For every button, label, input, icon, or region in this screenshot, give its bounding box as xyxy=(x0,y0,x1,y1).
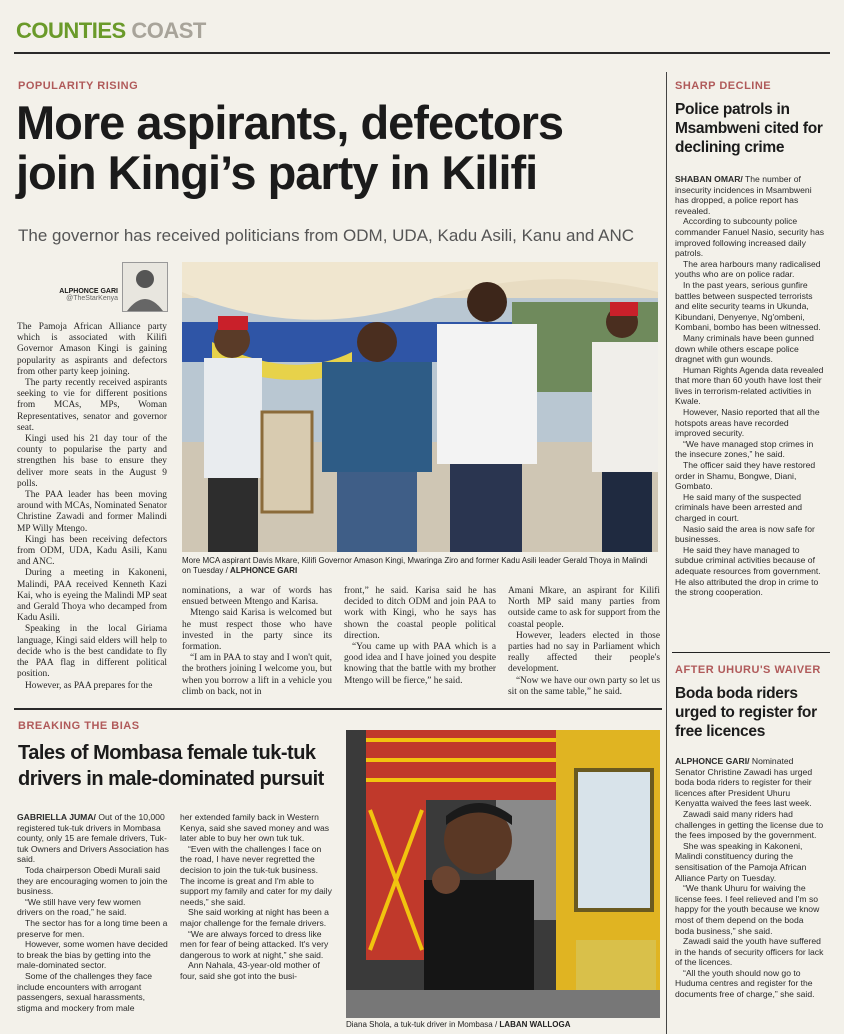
main-headline-line1: More aspirants, defectors xyxy=(16,96,564,149)
main-headline xyxy=(16,98,656,198)
main-col3 xyxy=(344,586,496,700)
paragraph: Zawadi said many riders had challenges in getting the license due to the fees imposed by the government. xyxy=(675,808,824,841)
paragraph: According to subcounty police commander Fanuel Nasio, security has improved following increased daily patrols. xyxy=(675,216,825,259)
paragraph: front,” he said. Karisa said he has decided to ditch ODM and join PAA to work with Kingi, who he says has shown the coastal people political direction. xyxy=(344,586,496,641)
paragraph: The sector has for a long time been a preserve for men. xyxy=(17,917,168,939)
paragraph: Zawadi said the youth have suffered in the hands of security officers for lack of the licences. xyxy=(675,936,824,968)
paragraph: He said many of the suspected criminals have been arrested and charged in court. xyxy=(675,491,803,523)
paragraph: Speaking in the local Giriama language, Kingi said elders will help to decide who is the best candidate to fly the PAA flag in different political position. xyxy=(17,624,167,680)
paragraph: Some of the challenges they face include encounters with arrogant passengers, sexual harassments, stigma and mockery from male xyxy=(17,970,153,1013)
paragraph: He said they have managed to subdue criminal activities because of adequate resources from government. He also attributed the drop in crime to the strong cooperation. xyxy=(675,544,821,598)
paragraph: “All the youth should now go to Huduma centres and register for the documents free of charge,” she said. xyxy=(675,967,815,1000)
paragraph: However, some women have decided to break the bias by getting into the male-dominated sector. xyxy=(17,939,168,971)
paragraph: The Pamoja African Alliance party which is associated with Kilifi Governor Amason Kingi is gaining popularity as aspirants and defectors from other party keep joining. xyxy=(17,322,167,377)
paragraph: “We are always forced to dress like men for fear of being attacked. It's very dangerous to work at night,” she said. xyxy=(180,928,329,960)
main-kicker: POPULARITY RISING xyxy=(18,80,139,92)
main-subhead: The governor has received politicians from ODM, UDA, Kadu Asili, Kanu and ANC xyxy=(18,226,635,245)
caption-text: Diana Shola, a tuk-tuk driver in Mombasa / xyxy=(346,1020,498,1029)
sidebar1-kicker: SHARP DECLINE xyxy=(675,80,772,92)
paragraph: Kingi has been receiving defectors from ODM, UDA, Kadu Asili, Kanu and ANC. xyxy=(17,534,167,568)
paragraph: “I am in PAA to stay and I won't quit, the brothers joining I welcome you, but when you borrow a lift in a vehicle you climb on back, not in xyxy=(182,653,332,697)
paragraph: The number of insecurity incidences in Msambweni has dropped, a police report has revealed. xyxy=(675,174,812,216)
main-headline-line2: join Kingi’s party in Kilifi xyxy=(16,146,538,199)
top-rule xyxy=(14,52,830,54)
caption-credit: ALPHONCE GARI xyxy=(230,566,298,575)
paragraph: her extended family back in Western Kenya, said she saved money and was later able to buy her own tuk tuk. xyxy=(180,812,330,844)
caption-credit: LABAN WALLOGA xyxy=(499,1020,571,1029)
section-label: COUNTIES xyxy=(16,18,126,43)
lower-col1 xyxy=(17,812,169,1032)
main-photo xyxy=(182,262,658,552)
paragraph: Toda chairperson Obedi Murali said they are encouraging women to join the business. xyxy=(17,864,168,897)
byline-handle: @TheStarKenya xyxy=(66,295,118,302)
section-sublabel: COAST xyxy=(131,18,206,43)
paragraph: She was speaking in Kakoneni, Malindi constituency during the sensitisation of the Pamoja African Alliance Party on Tuesday. xyxy=(675,840,807,883)
sidebar2-byline: ALPHONCE GARI/ xyxy=(675,756,750,766)
paragraph: “Now we have our own party so let us sit on the same table,” he said. xyxy=(508,675,660,697)
paragraph: “We thank Uhuru for waiving the license fees. I feel relieved and I'm so happy for the youth because we know most of them depend on the boda boda business,” she said. xyxy=(675,883,820,936)
paragraph: However, leaders elected in those parties had no say in Parliament which really affected their people's development. xyxy=(508,630,660,675)
paragraph: Many criminals have been gunned down while others escape police dragnet with gun wounds. xyxy=(675,332,814,365)
paragraph: The party recently received aspirants seeking to vie for different positions from MCAs, MPs, Woman Representatives, senator and governor seat. xyxy=(17,378,167,433)
paragraph: Out of the 10,000 registered tuk-tuk drivers in Mombasa county, only 15 are female drivers, Tuk-tuk Owners and Drivers Association has said. xyxy=(17,812,169,865)
sidebar-divider xyxy=(666,72,667,1034)
sidebar-rule xyxy=(672,652,830,653)
main-col2 xyxy=(182,586,332,700)
paragraph: The area harbours many radicalised youths who are on police radar. xyxy=(675,258,821,280)
paragraph: Nasio said the area is now safe for businesses. xyxy=(675,523,815,545)
paragraph: Amani Mkare, an aspirant for Kilifi North MP said many parties from outside came to ask for support from the coastal people. xyxy=(508,586,660,630)
section-header xyxy=(16,18,206,44)
paragraph: Ann Nahala, 43-year-old mother of four, said she got into the busi- xyxy=(180,960,320,981)
author-photo xyxy=(122,262,168,312)
sidebar1-byline: SHABAN OMAR/ xyxy=(675,174,743,184)
paragraph: The PAA leader has been moving around with MCAs, Nominated Senator Christine Zawadi and former Malindi MP Willy Mtengo. xyxy=(17,490,167,534)
paragraph: Kingi used his 21 day tour of the county to popularise the party and strengthen his base to ensure they deliver more seats in the August 9 polls. xyxy=(17,434,167,489)
main-col4 xyxy=(508,586,660,700)
caption-text: More MCA aspirant Davis Mkare, Kilifi Governor Amason Kingi, Mwaringa Ziro and former Kadu Asili leader Gerald Thoya in Malindi on Tuesday / xyxy=(182,556,648,575)
sidebar2-body xyxy=(675,756,825,1032)
paragraph: Nominated Senator Christine Zawadi has urged boda boda riders to register for their licences after President Uhuru Kenyatta waived the fees last week. xyxy=(675,756,813,809)
sidebar2-kicker: AFTER UHURU'S WAIVER xyxy=(675,664,821,676)
lower-kicker: BREAKING THE BIAS xyxy=(18,720,140,732)
lower-byline: GABRIELLA JUMA/ xyxy=(17,812,96,822)
sidebar1-headline: Police patrols in Msambweni cited for declining crime xyxy=(675,101,823,156)
paragraph: Mtengo said Karisa is welcomed but he must respect those who have invested in the party since its formation. xyxy=(182,608,332,653)
paragraph: In the past years, serious gunfire battles between suspected terrorists and elite security teams in Ukunda, Kibundani, Denyenye, Ng'ombeni, Kombani, bombo has been witnessed. xyxy=(675,279,821,333)
paragraph: Human Rights Agenda data revealed that more than 60 youth have lost their lives in terrorism-related activities in Kwale. xyxy=(675,364,824,407)
tuktuk-photo-caption xyxy=(346,1020,660,1029)
lower-headline-line2: drivers in male-dominated pursuit xyxy=(18,768,324,790)
lower-col2 xyxy=(180,812,332,1032)
main-col1 xyxy=(17,322,167,700)
sidebar1-body xyxy=(675,174,825,644)
paragraph: However, Nasio reported that all the hotspots areas have recorded improved security. xyxy=(675,407,820,439)
paragraph: The officer said they have restored order in Shamu, Bongwe, Diani, Gombato. xyxy=(675,460,816,492)
main-photo-caption xyxy=(182,556,658,576)
sidebar2-headline: Boda boda riders urged to register for free licences xyxy=(675,685,817,740)
paragraph: “You came up with PAA which is a good idea and I have joined you despite knowing that the battle with my brother Mtengo will be fierce,” he said. xyxy=(344,642,496,686)
paragraph: During a meeting in Kakoneni, Malindi, PAA received Kenneth Kazi Kai, who is eyeing the Malindi MP seat and Gerald Thoya who decamped from Kadu Asili. xyxy=(17,568,167,624)
tuktuk-photo xyxy=(346,730,660,1018)
byline-name: ALPHONCE GARI xyxy=(59,288,118,295)
paragraph: nominations, a war of words has ensued between Mtengo and Karisa. xyxy=(182,586,332,608)
paragraph: “We have managed stop crimes in the insecure zones,” he said. xyxy=(675,438,814,460)
lower-headline xyxy=(18,740,348,792)
lower-headline-line1: Tales of Mombasa female tuk-tuk xyxy=(18,742,316,764)
paragraph: “We still have very few women drivers on the road,” he said. xyxy=(17,896,141,918)
paragraph: “Even with the challenges I face on the road, I have never regretted the decision to join the tuk-tuk business. The income is great and I'm able to support my family and cater for my daily needs,” she said. xyxy=(180,843,332,907)
paragraph: However, as PAA prepares for the xyxy=(25,680,153,691)
main-byline xyxy=(56,288,118,302)
paragraph: She said working at night has been a major challenge for the female drivers. xyxy=(180,907,329,928)
lower-rule xyxy=(14,708,662,710)
